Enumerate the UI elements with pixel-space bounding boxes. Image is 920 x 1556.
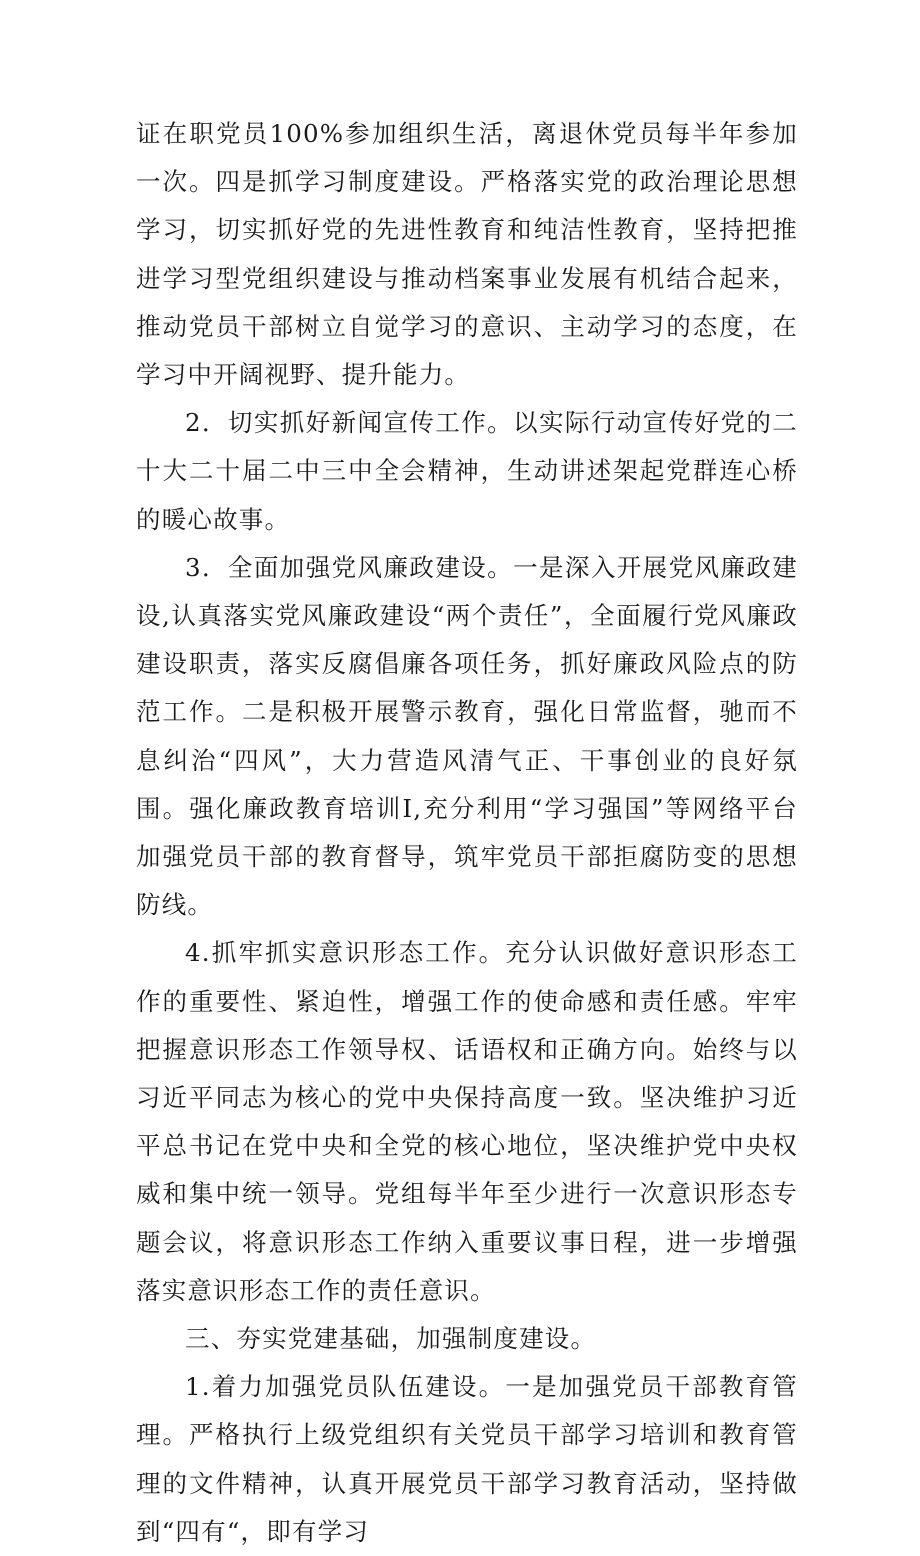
paragraph-clean-governance: 3．全面加强党风廉政建设。一是深入开展党风廉政建设,认真落实党风廉政建设“两个责任”，全面履行党风廉政建设职责，落实反腐倡廉各项任务，抓好廉政风险点的防范工作。二是积极开展警示教育，强化日常监督，驰而不息纠治“四风”，大力营造风清气正、干事创业的良好氛围。强化廉政教育培训I,充分利用“学习强国”等网络平台加强党员干部的教育督导，筑牢党员干部拒腐防变的思想防线。: [136, 552, 798, 920]
document-body: [136, 110, 798, 1556]
paragraph-news-publicity: 2．切实抓好新闻宣传工作。以实际行动宣传好党的二十大二十届二中三中全会精神，生动讲述架起党群连心桥的暖心故事。: [136, 408, 798, 534]
paragraph-member-team: 1.着力加强党员队伍建设。一是加强党员干部教育管理。严格执行上级党组织有关党员干部学习培训和教育管理的文件精神，认真开展党员干部学习教育活动，坚持做到“四有“，即有学习: [136, 1372, 798, 1546]
paragraph-continuation: 证在职党员100%参加组织生活，离退休党员每半年参加一次。四是抓学习制度建设。严格落实党的政治理论思想学习，切实抓好党的先进性教育和纯洁性教育，坚持把推进学习型党组织建设与推动档案事业发展有机结合起来，推动党员干部树立自觉学习的意识、主动学习的态度，在学习中开阔视野、提升能力。: [136, 119, 798, 390]
paragraph-ideology-work: 4.抓牢抓实意识形态工作。充分认识做好意识形态工作的重要性、紧迫性，增强工作的使命感和责任感。牢牢把握意识形态工作领导权、话语权和正确方向。始终与以习近平同志为核心的党中央保持高度一致。坚决维护习近平总书记在党中央和全党的核心地位，坚决维护党中央权威和集中统一领导。党组每半年至少进行一次意识形态专题会议，将意识形态工作纳入重要议事日程，进一步增强落实意识形态工作的责任意识。: [136, 938, 798, 1305]
section-heading-three: 三、夯实党建基础，加强制度建设。: [185, 1324, 597, 1354]
